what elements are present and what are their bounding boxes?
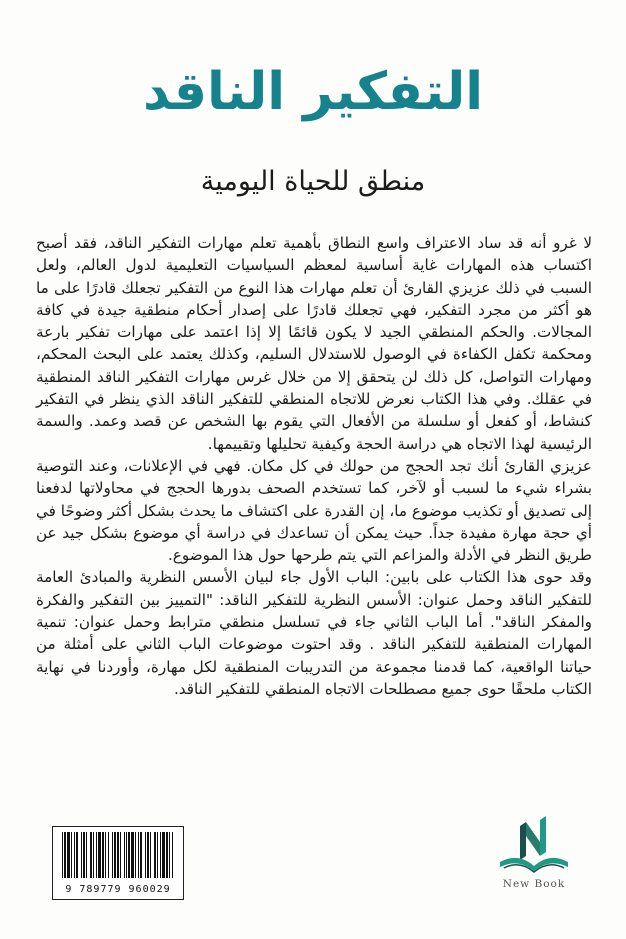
publisher-logo — [488, 812, 580, 898]
barcode-bar — [112, 832, 113, 878]
barcode-bar — [120, 832, 121, 878]
book-title: التفكير الناقد — [142, 62, 484, 122]
barcode-bar — [86, 832, 87, 878]
barcode-bar — [117, 832, 119, 878]
barcode-bar — [126, 832, 127, 878]
barcode-bar — [71, 832, 72, 878]
barcode-bar — [105, 832, 106, 878]
back-cover-blurb — [36, 232, 592, 700]
barcode-bar — [160, 832, 161, 878]
barcode-bar — [128, 832, 130, 878]
barcode-bar — [162, 832, 165, 878]
barcode-bar — [138, 832, 139, 878]
barcode-bar — [172, 832, 173, 878]
barcode-bars — [59, 832, 177, 878]
blurb-paragraph-2: عزيزي القارئ أنك تجد الحجج من حولك في كل مكان. فهي في الإعلانات، وعند التوصية بشراء شيء ما لسبب أو لآخر، كما تستخدم الصحف بدورها الحجج في محاولاتها لدفعنا إلى تصديق أو تكذيب موضوع ما، إن القدرة على اكتشاف ما يحدث بشكل أكثر وضوحًا في أي حجة مهارة مفيدة جداً. حيث يمكن أن تساعدك في دراسة أي موضوع بشكل جيد عن طريق النظر في الأدلة والمزاعم التي يتم طرحها حول هذا الموضوع. — [36, 456, 592, 565]
barcode-bar — [150, 832, 151, 878]
barcode-bar — [135, 832, 136, 878]
barcode-bar — [76, 832, 78, 878]
open-book-icon — [488, 812, 580, 878]
barcode-bar — [114, 832, 116, 878]
blurb-paragraph-3: وقد حوى هذا الكتاب على بابين: الباب الأول جاء لبيان الأسس النظرية والمبادئ العامة للتفكير الناقد وحمل عنوان: الأسس النظرية للتفكير الناقد: "التمييز بين التفكير والفكرة والمفكر الناقد". أما الباب الثاني جاء في تسلسل منطقي مترابط وحمل عنوان: تنمية المهارات المنطقية للتفكير الناقد . وقد احتوت موضوعات الباب الثاني على أمثلة من حياتنا الواقعية، كما قدمنا مجموعة من التدريبات المنطقية لكل مهارة، وأوردنا في نهاية الكتاب ملحقًا حوى جميع مصطلحات الاتجاه المنطقي للتفكير الناقد. — [36, 568, 592, 698]
barcode-bar — [124, 832, 125, 878]
barcode-bar — [131, 832, 134, 878]
publisher-name: New Book — [502, 878, 566, 890]
barcode-bar — [93, 832, 94, 878]
barcode-bar — [108, 832, 109, 878]
barcode-bar — [169, 832, 170, 878]
isbn-number: 9 789779 960029 — [65, 884, 171, 895]
barcode-bar — [90, 832, 92, 878]
barcode-bar — [74, 832, 75, 878]
barcode-bar — [157, 832, 158, 878]
barcode-bar — [145, 832, 146, 878]
barcode-bar — [102, 832, 104, 878]
barcode-bar — [62, 832, 63, 878]
barcode-bar — [147, 832, 149, 878]
barcode-bar — [96, 832, 97, 878]
barcode-bar — [154, 832, 156, 878]
book-subtitle: منطق للحياة اليومية — [200, 166, 426, 197]
barcode-bar — [81, 832, 82, 878]
barcode-bar — [83, 832, 85, 878]
barcode-bar — [67, 832, 70, 878]
barcode-bar — [166, 832, 168, 878]
barcode-bar — [98, 832, 101, 878]
isbn-barcode — [52, 826, 184, 900]
barcode-bar — [140, 832, 142, 878]
blurb-paragraph-1: لا غرو أنه قد ساد الاعتراف واسع النطاق بأهمية تعلم مهارات التفكير الناقد، فقد أصبح اكتساب هذه المهارات غاية أساسية لمعظم السياسيات التعليمية لدول العالم، ولعل السبب في ذلك عزيزي القارئ أن تعلم مهارات هذا النوع من التفكير تجعلك قادرًا على ما هو أكثر من مجرد التفكير، فهي تجعلك قادرًا على إصدار أحكام منطقية جيدة في كافة المجالات. والحكم المنطقي الجيد لا يكون قائمًا إلا إذا اعتمد على مهارات تفكير بارعة ومحكمة تكفل الكفاءة في الوصول للاستدلال السليم، وكذلك يعتمد على البحث المحكم، ومهارات التواصل، كل ذلك لن يتحقق إلا من خلال غرس مهارات التفكير الناقد المنطقية في عقلك. وفي هذا الكتاب نعرض للاتجاه المنطقي للتفكير الناقد الذي ينظر في التفكير كنشاط، أو كفعل أو سلسلة من الأفعال التي يقوم بها الشخص عن قصد وعمد. والسمة الرئيسية لهذا الاتجاه هي دراسة الحجة وكيفية تحليلها وتقييمها. — [36, 234, 592, 453]
barcode-bar — [64, 832, 66, 878]
